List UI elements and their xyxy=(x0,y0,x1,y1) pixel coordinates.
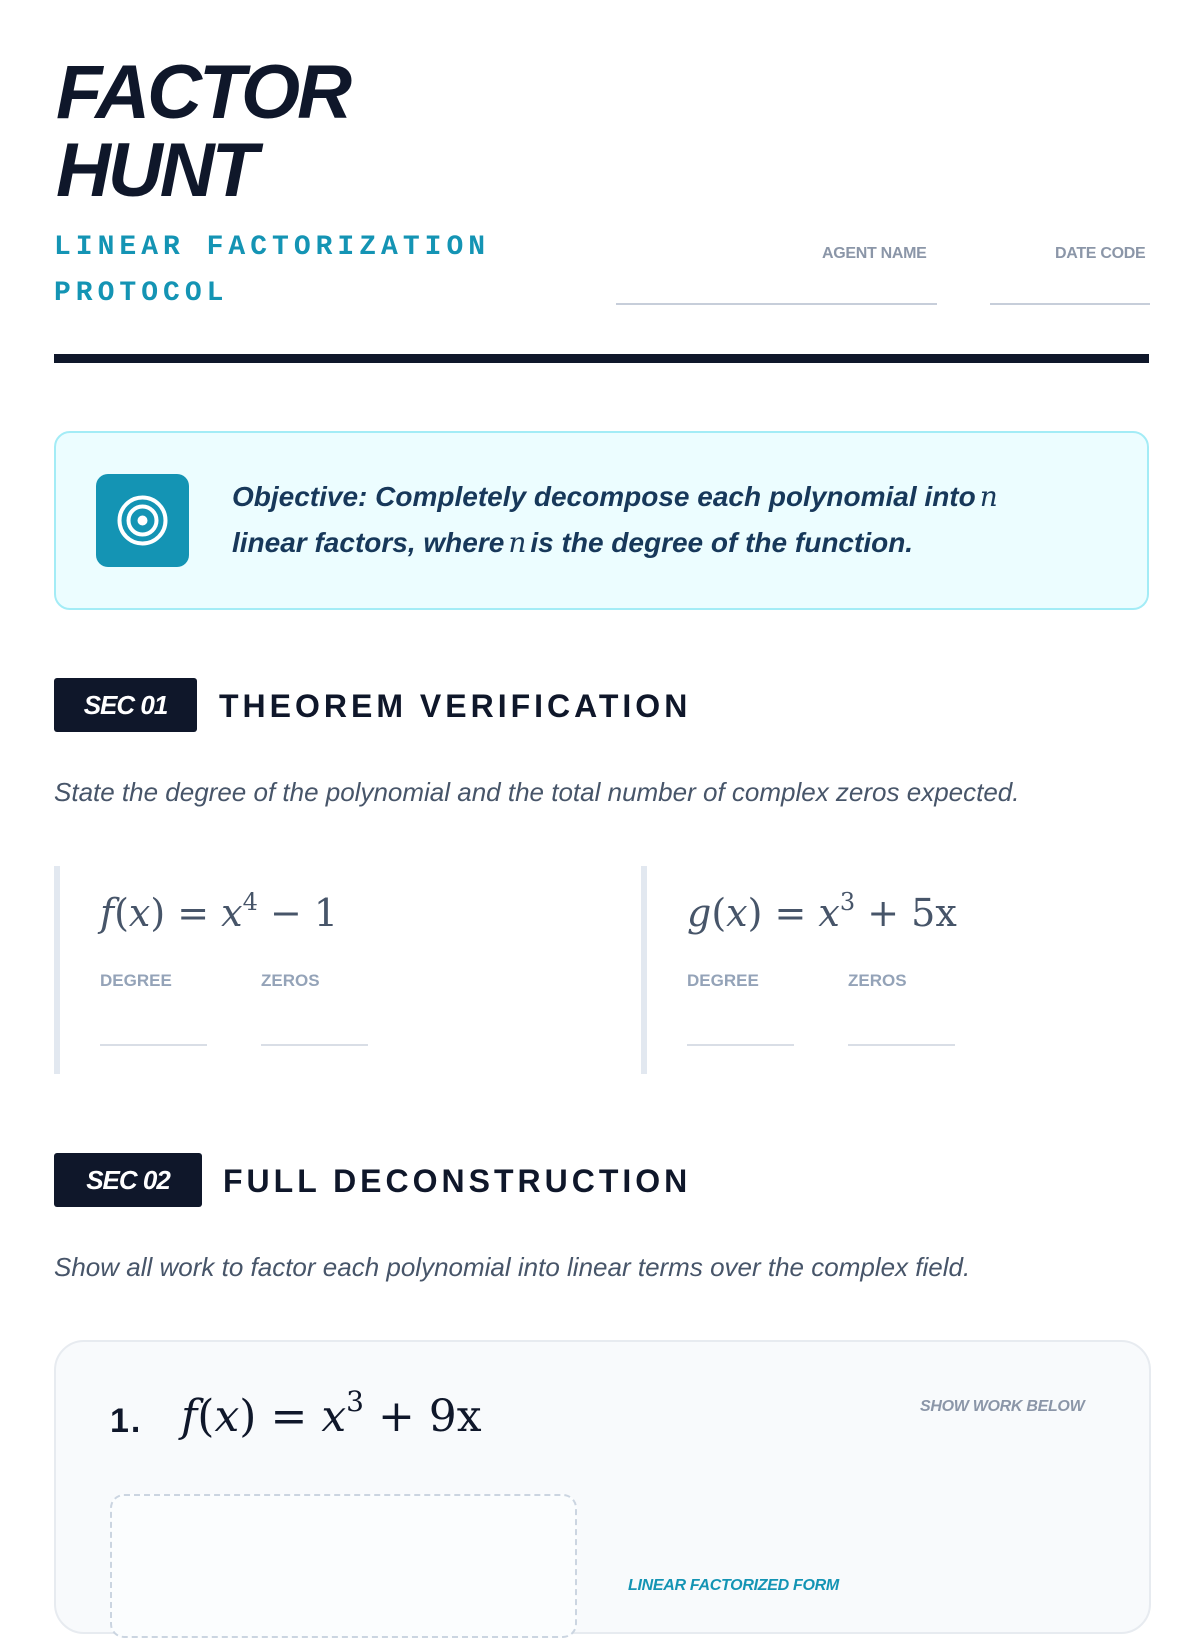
section-tag-01: SEC 01 xyxy=(54,678,197,732)
date-code-field[interactable] xyxy=(990,303,1150,305)
section-tag-02: SEC 02 xyxy=(54,1153,202,1207)
objective-text: Objective: Completely decompose each polynomial into n linear factors, where n is the degree of the function. xyxy=(232,480,998,559)
zeros-answer-field[interactable] xyxy=(261,1044,368,1046)
header-divider xyxy=(54,354,1149,363)
agent-name-field[interactable] xyxy=(616,303,937,305)
date-code-label: DATE CODE xyxy=(1055,245,1146,262)
problem-accent-bar xyxy=(641,866,647,1074)
zeros-label: ZEROS xyxy=(848,971,907,990)
show-work-label: SHOW WORK BELOW xyxy=(920,1398,1085,1415)
section-title-full-deconstruction: FULL DECONSTRUCTION xyxy=(223,1163,692,1199)
degree-answer-field[interactable] xyxy=(100,1044,207,1046)
agent-name-label: AGENT NAME xyxy=(822,245,927,262)
problem-function-f: $f(x) = x^4 - 1$ xyxy=(100,888,339,935)
subtitle-line-2: PROTOCOL xyxy=(54,278,229,309)
problem-function-g: $g(x) = x^3 + 5x$ xyxy=(687,888,957,935)
degree-label: DEGREE xyxy=(687,971,759,990)
linear-factorized-form-label: LINEAR FACTORIZED FORM xyxy=(628,1577,839,1594)
title-line-2: HUNT xyxy=(56,128,256,213)
problem-accent-bar xyxy=(54,866,60,1074)
section-1-instruction: State the degree of the polynomial and the total number of complex zeros expected. xyxy=(54,777,1020,807)
subtitle-line-1: LINEAR FACTORIZATION xyxy=(54,232,491,263)
zeros-label: ZEROS xyxy=(261,971,320,990)
degree-answer-field[interactable] xyxy=(687,1044,794,1046)
title-line-1: FACTOR xyxy=(56,50,350,135)
zeros-answer-field[interactable] xyxy=(848,1044,955,1046)
section-title-theorem-verification: THEOREM VERIFICATION xyxy=(219,688,692,724)
degree-label: DEGREE xyxy=(100,971,172,990)
question-function: $f(x) = x^3 + 9x$ xyxy=(181,1385,482,1442)
page-title xyxy=(56,50,350,213)
work-area[interactable] xyxy=(110,1494,577,1638)
section-2-instruction: Show all work to factor each polynomial into linear terms over the complex field. xyxy=(54,1252,971,1282)
target-icon xyxy=(96,474,189,567)
question-number: 1. xyxy=(110,1402,143,1440)
page-subtitle xyxy=(54,225,574,317)
